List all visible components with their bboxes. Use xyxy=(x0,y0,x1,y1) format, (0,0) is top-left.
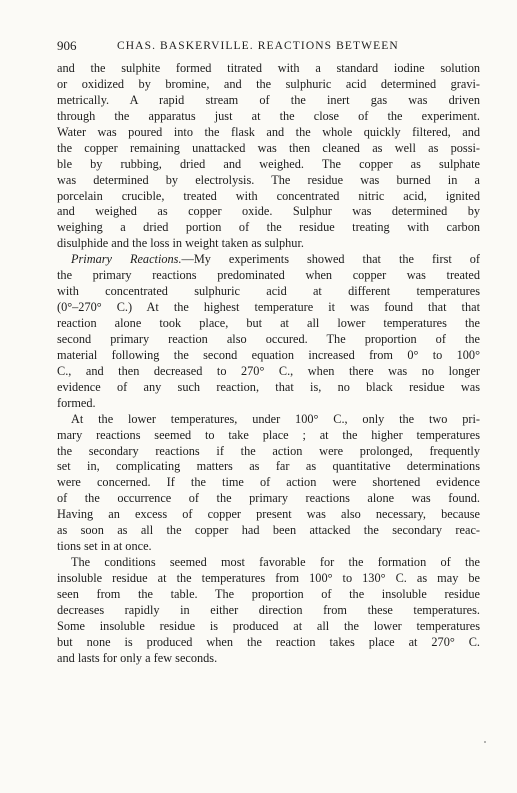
text-line: The conditions seemed most favorable for the formation of the xyxy=(71,555,480,570)
text-line: and weighed as copper oxide. Sulphur was determined by xyxy=(57,204,480,219)
text-line: Some insoluble residue is produced at all the lower temperatures xyxy=(57,618,480,633)
text-line: the primary reactions predominated when copper was treated xyxy=(57,268,480,283)
text-line: material following the second equation increased from 0° to 100° xyxy=(57,347,480,362)
text-line: weighing a dried portion of the residue treating with carbon xyxy=(57,220,480,235)
text-line: second primary reaction also occured. The proportion of the xyxy=(57,331,480,346)
text-line: decreases rapidly in either direction from these temperatures. xyxy=(57,602,480,617)
running-head xyxy=(57,36,477,56)
text-line: ble by rubbing, dried and weighed. The copper as sulphate xyxy=(57,156,480,171)
text-line: set in, complicating matters as far as quantitative determinations xyxy=(57,459,480,474)
text-line: as soon as all the copper had been attacked the secondary reac- xyxy=(57,523,480,538)
text-line: insoluble residue at the temperatures from 100° to 130° C. as may be xyxy=(57,571,480,585)
paper-speck xyxy=(484,741,486,743)
text-line: and the sulphite formed titrated with a standard iodine solution xyxy=(57,61,480,75)
text-line: metrically. A rapid stream of the inert gas was driven xyxy=(57,92,480,107)
text-line xyxy=(57,252,480,268)
text-line: reaction alone took place, but at all lower temperatures the xyxy=(57,316,480,330)
text-line: were concerned. If the time of action were shortened evidence xyxy=(57,475,480,490)
text-line: Water was poured into the flask and the whole quickly filtered, and xyxy=(57,124,480,139)
text-line: of the occurrence of the primary reactions alone was found. xyxy=(57,491,480,506)
text-line: was determined by electrolysis. The residue was burned in a xyxy=(57,172,480,187)
text-line: or oxidized by bromine, and the sulphuric acid determined gravi- xyxy=(57,76,480,91)
text-line: but none is produced when the reaction takes place at 270° C. xyxy=(57,634,480,649)
text-line: porcelain crucible, treated with concentrated nitric acid, ignited xyxy=(57,188,480,203)
text-line: tions set in at once. xyxy=(57,539,152,554)
text-run: —My experiments showed that the first of xyxy=(181,252,480,267)
text-line: through the apparatus just at the close of the experiment. xyxy=(57,108,480,123)
text-line: evidence of any such reaction, that is, no black residue was xyxy=(57,379,480,394)
text-line: Having an excess of copper present was also necessary, because xyxy=(57,507,480,522)
text-line: formed. xyxy=(57,395,96,410)
text-line: disulphide and the loss in weight taken as sulphur. xyxy=(57,236,304,251)
body-text xyxy=(57,61,480,667)
text-line: and lasts for only a few seconds. xyxy=(57,650,218,665)
text-line: the secondary reactions if the action were prolonged, frequently xyxy=(57,443,480,458)
text-line: C., and then decreased to 270° C., when there was no longer xyxy=(57,363,480,378)
text-line: At the lower temperatures, under 100° C., only the two pri- xyxy=(71,411,480,426)
text-line: with concentrated sulphuric acid at different temperatures xyxy=(57,284,480,299)
text-line: seen from the table. The proportion of the insoluble residue xyxy=(57,586,480,601)
running-head-title: CHAS. BASKERVILLE. REACTIONS BETWEEN xyxy=(117,40,399,52)
page-number: 906 xyxy=(57,38,77,53)
text-line: mary reactions seemed to take place ; at the higher temperatures xyxy=(57,427,480,442)
text-line: (0°–270° C.) At the highest temperature it was found that that xyxy=(57,300,480,315)
section-heading: Primary Reactions. xyxy=(71,252,182,267)
text-line: the copper remaining unattacked was then cleaned as well as possi- xyxy=(57,140,480,155)
